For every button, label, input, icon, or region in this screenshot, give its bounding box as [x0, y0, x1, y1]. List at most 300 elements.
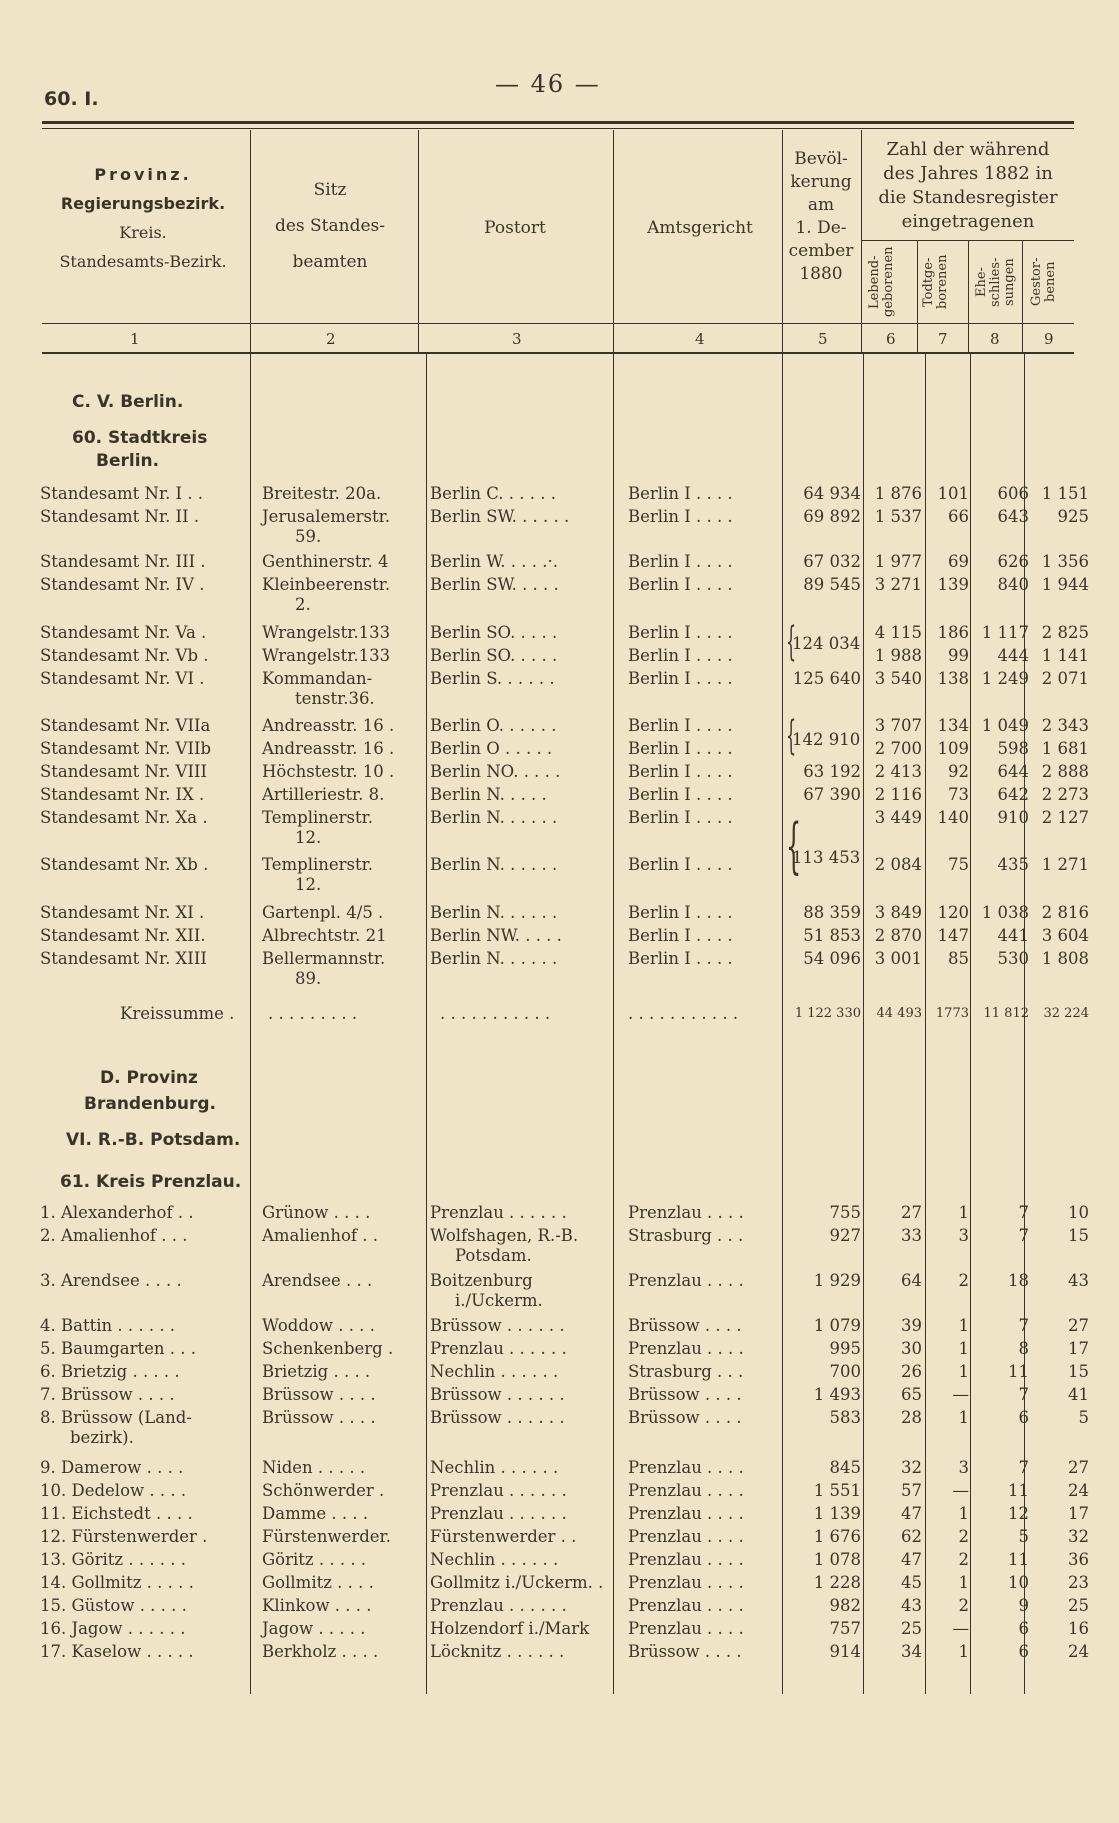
- live-births-cell: 2 870: [874, 926, 922, 945]
- post-office-cell: Prenzlau . . . . . .: [430, 1203, 567, 1222]
- stillbirths-cell: 1: [958, 1408, 969, 1427]
- post-office-cell: Nechlin . . . . . .: [430, 1362, 559, 1381]
- population-cell: 63 192: [803, 762, 861, 781]
- court-cell: Prenzlau . . . .: [628, 1271, 744, 1290]
- continuation-cell: Potsdam.: [455, 1246, 532, 1265]
- office-seat-cell: Genthinerstr. 4: [262, 552, 389, 571]
- table-row: [0, 739, 1119, 763]
- table-row: [0, 484, 1119, 508]
- population-cell: 64 934: [803, 484, 861, 503]
- court-cell: Berlin I . . . .: [628, 762, 733, 781]
- post-office-cell: Gollmitz i./Uckerm. .: [430, 1573, 604, 1592]
- court-cell: Berlin I . . . .: [628, 903, 733, 922]
- column-number: 9: [1044, 330, 1054, 348]
- marriages-cell: 12: [1008, 1504, 1029, 1523]
- kreissumme-stillbirths: 1773: [935, 1006, 969, 1021]
- stillbirths-cell: 138: [937, 669, 969, 688]
- district-name-cell: 9. Damerow . . . .: [40, 1458, 184, 1477]
- deaths-cell: 10: [1068, 1203, 1089, 1222]
- office-seat-cell: Bellermannstr.: [262, 949, 386, 968]
- district-name-cell: 17. Kaselow . . . . .: [40, 1642, 194, 1661]
- population-cell: 51 853: [803, 926, 861, 945]
- marriages-cell: 626: [997, 552, 1029, 571]
- stillbirths-cell: 69: [948, 552, 969, 571]
- post-office-cell: Berlin N. . . . .: [430, 785, 547, 804]
- live-births-cell: 3 707: [874, 716, 922, 735]
- post-office-cell: Berlin N. . . . . .: [430, 949, 558, 968]
- court-cell: Prenzlau . . . .: [628, 1619, 744, 1638]
- post-office-cell: Fürstenwerder . .: [430, 1527, 577, 1546]
- population-cell: 982: [829, 1596, 861, 1615]
- office-seat-cell: Brüssow . . . .: [262, 1408, 376, 1427]
- post-office-cell: Berlin S. . . . . .: [430, 669, 555, 688]
- header-group: [862, 138, 1074, 234]
- deaths-cell: 5: [1078, 1408, 1089, 1427]
- column-number: 8: [990, 330, 1000, 348]
- brace: {: [786, 619, 797, 665]
- stillbirths-cell: 147: [937, 926, 969, 945]
- marriages-cell: 7: [1018, 1316, 1029, 1335]
- table-row: [0, 646, 1119, 670]
- district-name-cell: Standesamt Nr. XIII: [40, 949, 207, 968]
- stillbirths-cell: 1: [958, 1203, 969, 1222]
- population-cell: 583: [829, 1408, 861, 1427]
- district-name-cell: Standesamt Nr. III .: [40, 552, 206, 571]
- office-seat-cell: Berkholz . . . .: [262, 1642, 379, 1661]
- post-office-cell: Löcknitz . . . . . .: [430, 1642, 565, 1661]
- population-cell: 755: [829, 1203, 861, 1222]
- office-seat-cell: Wrangelstr.133: [262, 623, 391, 642]
- header-col5-line: kerung: [790, 172, 852, 192]
- district-name-cell: Standesamt Nr. VIIa: [40, 716, 211, 735]
- office-seat-cell: Fürstenwerder.: [262, 1527, 391, 1546]
- court-cell: Berlin I . . . .: [628, 716, 733, 735]
- district-name-cell: 11. Eichstedt . . . .: [40, 1504, 193, 1523]
- court-cell: Berlin I . . . .: [628, 623, 733, 642]
- deaths-cell: 2 071: [1041, 669, 1089, 688]
- deaths-cell: 27: [1068, 1458, 1089, 1477]
- district-name-cell: Standesamt Nr. VI .: [40, 669, 205, 688]
- table-row: [0, 762, 1119, 786]
- stillbirths-cell: 1: [958, 1362, 969, 1381]
- live-births-cell: 28: [901, 1408, 922, 1427]
- header-col1-line: Standesamts-Bezirk.: [59, 252, 227, 271]
- column-number: 6: [886, 330, 896, 348]
- header-col1-line: Kreis.: [119, 223, 167, 242]
- live-births-cell: 32: [901, 1458, 922, 1477]
- marriages-cell: 1 249: [981, 669, 1029, 688]
- deaths-cell: 23: [1068, 1573, 1089, 1592]
- table-row: [0, 1619, 1119, 1643]
- district-name-cell: 1. Alexanderhof . .: [40, 1203, 194, 1222]
- court-cell: Prenzlau . . . .: [628, 1504, 744, 1523]
- office-seat-cell: Schönwerder .: [262, 1481, 385, 1500]
- district-name-cell: 6. Brietzig . . . . .: [40, 1362, 180, 1381]
- population-cell: 88 359: [803, 903, 861, 922]
- continuation-cell: 2.: [295, 595, 311, 614]
- post-office-cell: Boitzenburg: [430, 1271, 533, 1290]
- table-row: [0, 1316, 1119, 1340]
- office-seat-cell: Gartenpl. 4/5 .: [262, 903, 384, 922]
- table-row: [0, 855, 1119, 894]
- post-office-cell: Berlin SO. . . . .: [430, 646, 558, 665]
- marriages-cell: 5: [1018, 1527, 1029, 1546]
- live-births-cell: 62: [901, 1527, 922, 1546]
- deaths-cell: 24: [1068, 1481, 1089, 1500]
- office-seat-cell: Breitestr. 20a.: [262, 484, 382, 503]
- court-cell: Berlin I . . . .: [628, 484, 733, 503]
- column-number: 7: [938, 330, 948, 348]
- population-cell: 1 139: [813, 1504, 861, 1523]
- office-seat-cell: Höchstestr. 10 .: [262, 762, 395, 781]
- live-births-cell: 64: [901, 1271, 922, 1290]
- office-seat-cell: Damme . . . .: [262, 1504, 369, 1523]
- section-heading: Berlin.: [96, 451, 160, 471]
- court-cell: Berlin I . . . .: [628, 669, 733, 688]
- population-cell: 927: [829, 1226, 861, 1245]
- header-divider: [1022, 240, 1023, 352]
- stillbirths-cell: 1: [958, 1316, 969, 1335]
- continuation-cell: i./Uckerm.: [455, 1291, 543, 1310]
- header-col5-line: 1880: [799, 264, 843, 284]
- marriages-cell: 7: [1018, 1203, 1029, 1222]
- table-row: [0, 575, 1119, 614]
- court-cell: Prenzlau . . . .: [628, 1458, 744, 1477]
- continuation-cell: tenstr.36.: [295, 689, 375, 708]
- marriages-cell: 6: [1018, 1408, 1029, 1427]
- section-heading: 61. Kreis Prenzlau.: [60, 1172, 242, 1192]
- stillbirths-cell: 1: [958, 1504, 969, 1523]
- live-births-cell: 3 849: [874, 903, 922, 922]
- population-cell: 67 032: [803, 552, 861, 571]
- office-seat-cell: Klinkow . . . .: [262, 1596, 372, 1615]
- section-heading: Brandenburg.: [84, 1094, 216, 1114]
- live-births-cell: 57: [901, 1481, 922, 1500]
- table-row: [0, 808, 1119, 847]
- column-number: 3: [512, 330, 522, 348]
- post-office-cell: Nechlin . . . . . .: [430, 1458, 559, 1477]
- post-office-cell: Berlin W. . . . .·.: [430, 552, 558, 571]
- header-col1-line: Provinz.: [94, 165, 192, 184]
- post-office-cell: Berlin O. . . . . .: [430, 716, 557, 735]
- district-name-cell: Standesamt Nr. VIII: [40, 762, 208, 781]
- marriages-cell: 643: [997, 507, 1029, 526]
- post-office-cell: Prenzlau . . . . . .: [430, 1596, 567, 1615]
- district-name-cell: Standesamt Nr. XI .: [40, 903, 205, 922]
- live-births-cell: 3 540: [874, 669, 922, 688]
- stillbirths-cell: 73: [948, 785, 969, 804]
- court-cell: Berlin I . . . .: [628, 552, 733, 571]
- post-office-cell: Prenzlau . . . . . .: [430, 1481, 567, 1500]
- header-col5-line: cember: [788, 241, 854, 261]
- deaths-cell: 15: [1068, 1362, 1089, 1381]
- live-births-cell: 1 876: [874, 484, 922, 503]
- marriages-cell: 11: [1008, 1481, 1029, 1500]
- table-row: [0, 669, 1119, 708]
- stillbirths-cell: 120: [937, 903, 969, 922]
- district-name-cell: Standesamt Nr. Vb .: [40, 646, 209, 665]
- marriages-cell: 10: [1008, 1573, 1029, 1592]
- table-row: [0, 1642, 1119, 1666]
- marriages-cell: 11: [1008, 1550, 1029, 1569]
- table-row: [0, 1596, 1119, 1620]
- district-name-cell: 14. Gollmitz . . . . .: [40, 1573, 194, 1592]
- stillbirths-cell: 1: [958, 1573, 969, 1592]
- post-office-cell: Berlin SW. . . . .: [430, 575, 559, 594]
- post-office-cell: Holzendorf i./Mark: [430, 1619, 590, 1638]
- deaths-cell: 2 816: [1041, 903, 1089, 922]
- deaths-cell: 1 681: [1041, 739, 1089, 758]
- live-births-cell: 2 116: [874, 785, 922, 804]
- stillbirths-cell: 1: [958, 1339, 969, 1358]
- header-col2-line: beamten: [292, 252, 368, 272]
- live-births-cell: 26: [901, 1362, 922, 1381]
- marriages-cell: 9: [1018, 1596, 1029, 1615]
- marriages-cell: 7: [1018, 1385, 1029, 1404]
- live-births-cell: 45: [901, 1573, 922, 1592]
- deaths-cell: 1 356: [1041, 552, 1089, 571]
- header-divider: [250, 130, 251, 352]
- live-births-cell: 34: [901, 1642, 922, 1661]
- live-births-cell: 25: [901, 1619, 922, 1638]
- continuation-cell: bezirk).: [70, 1428, 134, 1447]
- population-cell: 1 551: [813, 1481, 861, 1500]
- post-office-cell: Berlin N. . . . . .: [430, 808, 558, 827]
- live-births-cell: 4 115: [874, 623, 922, 642]
- header-sub-stillbirths: Todtge-borenen: [921, 254, 950, 310]
- table-row: [0, 716, 1119, 740]
- stillbirths-cell: 75: [948, 855, 969, 874]
- marriages-cell: 7: [1018, 1458, 1029, 1477]
- stillbirths-cell: 66: [948, 507, 969, 526]
- marriages-cell: 530: [997, 949, 1029, 968]
- deaths-cell: 1 808: [1041, 949, 1089, 968]
- table-row: [0, 1362, 1119, 1386]
- continuation-cell: 12.: [295, 875, 322, 894]
- district-name-cell: 7. Brüssow . . . .: [40, 1385, 175, 1404]
- header-divider: [782, 130, 783, 352]
- office-seat-cell: Jerusalemerstr.: [262, 507, 390, 526]
- top-rule: [42, 121, 1074, 124]
- office-seat-cell: Brietzig . . . .: [262, 1362, 371, 1381]
- marriages-cell: 6: [1018, 1619, 1029, 1638]
- deaths-cell: 2 273: [1041, 785, 1089, 804]
- stillbirths-cell: 139: [937, 575, 969, 594]
- court-cell: Berlin I . . . .: [628, 926, 733, 945]
- deaths-cell: 41: [1068, 1385, 1089, 1404]
- marriages-cell: 11: [1008, 1362, 1029, 1381]
- sheet-label: 60. I.: [44, 88, 99, 110]
- live-births-cell: 47: [901, 1550, 922, 1569]
- header-col3: Postort: [484, 218, 546, 238]
- header-divider: [418, 130, 419, 352]
- live-births-cell: 1 988: [874, 646, 922, 665]
- marriages-cell: 840: [997, 575, 1029, 594]
- header-divider: [968, 240, 969, 352]
- column-number: 5: [818, 330, 828, 348]
- court-cell: Strasburg . . .: [628, 1362, 744, 1381]
- post-office-cell: Berlin N. . . . . .: [430, 903, 558, 922]
- header-sub-marriages: Ehe-schlies-sungen: [974, 257, 1017, 307]
- office-seat-cell: Göritz . . . . .: [262, 1550, 367, 1569]
- marriages-cell: 642: [997, 785, 1029, 804]
- district-name-cell: Standesamt Nr. XII.: [40, 926, 206, 945]
- header-group-line: des Jahres 1882 in: [883, 163, 1053, 184]
- district-name-cell: Standesamt Nr. IV .: [40, 575, 205, 594]
- deaths-cell: 2 888: [1041, 762, 1089, 781]
- deaths-cell: 1 271: [1041, 855, 1089, 874]
- district-name-cell: 16. Jagow . . . . . .: [40, 1619, 186, 1638]
- post-office-cell: Brüssow . . . . . .: [430, 1408, 565, 1427]
- merged-population: 113 453: [792, 848, 861, 867]
- population-cell: 1 676: [813, 1527, 861, 1546]
- office-seat-cell: Amalienhof . .: [262, 1226, 378, 1245]
- district-name-cell: 2. Amalienhof . . .: [40, 1226, 188, 1245]
- marriages-cell: 18: [1008, 1271, 1029, 1290]
- population-cell: 995: [829, 1339, 861, 1358]
- court-cell: Prenzlau . . . .: [628, 1550, 744, 1569]
- stillbirths-cell: 101: [937, 484, 969, 503]
- court-cell: Brüssow . . . .: [628, 1316, 742, 1335]
- table-row: [0, 1271, 1119, 1310]
- header-col2-line: des Standes-: [274, 216, 386, 236]
- post-office-cell: Brüssow . . . . . .: [430, 1316, 565, 1335]
- district-name-cell: 4. Battin . . . . . .: [40, 1316, 176, 1335]
- office-seat-cell: Woddow . . . .: [262, 1316, 375, 1335]
- table-row: [0, 552, 1119, 576]
- court-cell: Prenzlau . . . .: [628, 1596, 744, 1615]
- office-seat-cell: Gollmitz . . . .: [262, 1573, 374, 1592]
- post-office-cell: Berlin SO. . . . .: [430, 623, 558, 642]
- deaths-cell: 16: [1068, 1619, 1089, 1638]
- marriages-cell: 8: [1018, 1339, 1029, 1358]
- court-cell: Brüssow . . . .: [628, 1642, 742, 1661]
- table-row: [0, 1203, 1119, 1227]
- court-cell: Berlin I . . . .: [628, 739, 733, 758]
- deaths-cell: 32: [1068, 1527, 1089, 1546]
- court-cell: Berlin I . . . .: [628, 949, 733, 968]
- table-row: [0, 1339, 1119, 1363]
- stillbirths-cell: 134: [937, 716, 969, 735]
- header-divider: [917, 240, 918, 352]
- deaths-cell: 36: [1068, 1550, 1089, 1569]
- deaths-cell: 27: [1068, 1316, 1089, 1335]
- marriages-cell: 598: [997, 739, 1029, 758]
- stillbirths-cell: 2: [958, 1271, 969, 1290]
- live-births-cell: 2 084: [874, 855, 922, 874]
- post-office-cell: Berlin SW. . . . . .: [430, 507, 570, 526]
- marriages-cell: 910: [997, 808, 1029, 827]
- population-cell: 1 079: [813, 1316, 861, 1335]
- marriages-cell: 441: [997, 926, 1029, 945]
- live-births-cell: 33: [901, 1226, 922, 1245]
- deaths-cell: 1 944: [1041, 575, 1089, 594]
- table-row: [0, 1385, 1119, 1409]
- district-name-cell: 12. Fürstenwerder .: [40, 1527, 208, 1546]
- continuation-cell: 89.: [295, 969, 322, 988]
- court-cell: Prenzlau . . . .: [628, 1527, 744, 1546]
- column-number: 2: [326, 330, 336, 348]
- office-seat-cell: Templinerstr.: [262, 808, 373, 827]
- post-office-cell: Berlin N. . . . . .: [430, 855, 558, 874]
- deaths-cell: 25: [1068, 1596, 1089, 1615]
- header-col2: [250, 172, 410, 280]
- table-row: [0, 1481, 1119, 1505]
- deaths-cell: 2 825: [1041, 623, 1089, 642]
- header-col2-line: Sitz: [313, 180, 347, 200]
- kreissumme-dots: . . . . . . . . . . .: [440, 1004, 551, 1023]
- live-births-cell: 1 537: [874, 507, 922, 526]
- office-seat-cell: Niden . . . . .: [262, 1458, 366, 1477]
- population-cell: 69 892: [803, 507, 861, 526]
- population-cell: 845: [829, 1458, 861, 1477]
- stillbirths-cell: 85: [948, 949, 969, 968]
- court-cell: Brüssow . . . .: [628, 1408, 742, 1427]
- header-col1: [38, 160, 248, 276]
- court-cell: Berlin I . . . .: [628, 785, 733, 804]
- office-seat-cell: Kleinbeerenstr.: [262, 575, 391, 594]
- table-row: [0, 785, 1119, 809]
- court-cell: Berlin I . . . .: [628, 808, 733, 827]
- district-name-cell: Standesamt Nr. II .: [40, 507, 200, 526]
- court-cell: Prenzlau . . . .: [628, 1481, 744, 1500]
- section-heading: C. V. Berlin.: [72, 392, 184, 412]
- court-cell: Brüssow . . . .: [628, 1385, 742, 1404]
- live-births-cell: 43: [901, 1596, 922, 1615]
- table-row: [0, 623, 1119, 647]
- office-seat-cell: Artilleriestr. 8.: [262, 785, 385, 804]
- continuation-cell: 59.: [295, 527, 322, 546]
- district-name-cell: Standesamt Nr. Xa .: [40, 808, 208, 827]
- stillbirths-cell: 109: [937, 739, 969, 758]
- table-row: [0, 1550, 1119, 1574]
- column-number: 4: [695, 330, 705, 348]
- colnum-bottom-rule: [42, 352, 1074, 354]
- deaths-cell: 17: [1068, 1339, 1089, 1358]
- office-seat-cell: Grünow . . . .: [262, 1203, 371, 1222]
- office-seat-cell: Templinerstr.: [262, 855, 373, 874]
- kreissumme-population: 1 122 330: [794, 1006, 861, 1021]
- office-seat-cell: Kommandan-: [262, 669, 373, 688]
- stillbirths-cell: 92: [948, 762, 969, 781]
- live-births-cell: 2 700: [874, 739, 922, 758]
- header-group-line: eingetragenen: [901, 211, 1035, 232]
- merged-population: 142 910: [792, 730, 861, 749]
- table-row: [0, 949, 1119, 988]
- deaths-cell: 2 127: [1041, 808, 1089, 827]
- header-col5: [782, 148, 860, 286]
- district-name-cell: 8. Brüssow (Land-: [40, 1408, 192, 1427]
- live-births-cell: 2 413: [874, 762, 922, 781]
- brace: {: [786, 713, 797, 759]
- post-office-cell: Berlin NO. . . . .: [430, 762, 561, 781]
- court-cell: Strasburg . . .: [628, 1226, 744, 1245]
- section-heading: D. Provinz: [100, 1068, 198, 1088]
- header-sub-deaths: Gestor-benen: [1029, 257, 1058, 307]
- population-cell: 125 640: [792, 669, 861, 688]
- population-cell: 1 078: [813, 1550, 861, 1569]
- deaths-cell: 24: [1068, 1642, 1089, 1661]
- deaths-cell: 925: [1057, 507, 1089, 526]
- stillbirths-cell: 1: [958, 1642, 969, 1661]
- merged-population: 124 034: [792, 634, 861, 653]
- population-cell: 1 228: [813, 1573, 861, 1592]
- court-cell: Berlin I . . . .: [628, 855, 733, 874]
- table-row: [0, 1458, 1119, 1482]
- top-rule-thin: [42, 128, 1074, 129]
- district-name-cell: Standesamt Nr. VIIb: [40, 739, 212, 758]
- header-col4: Amtsgericht: [647, 218, 753, 238]
